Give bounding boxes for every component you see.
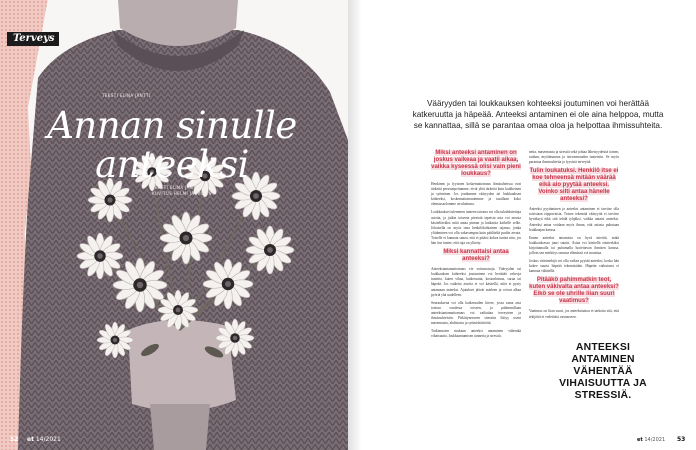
issue-number: 14/2021 [35,436,61,443]
body-paragraph: Vaatimus on liian suuri, jos anteeksiantoa ei tarkoita sitä, että tekijöitä ei vedettäisi vastuuseen. [529,309,619,319]
body-paragraph: Anteeksiantamattomuus vie voimavaroja. Vääryyden tai loukkauksen kohteeksi joutuminen voi herättää vahvoja tunteita, kuten vihaa, katkeruutta, kostonhimoa, surua tai häpeää. Jos vaikeita asioita ei voi käsitellä, niitä ei pysty antamaan anteeksi. Ajatukset jäävät mieleen ja voivat alkaa pyöriä yhä uudelleen. [431,267,521,297]
lead-paragraph: Vääryyden tai loukkauksen kohteeksi joutuminen voi herättää katkeruutta ja häpeää. Anteeksi antaminen ei ole aina helppoa, mutta se kannattaa, sillä se parantaa omaa oloa ja helpottaa ihmissuhteita. [412,99,664,130]
body-paragraph: netta, masennusta ja stressiä sekä johtaa läheisyydesttä toinen, rauhan, myötätunnon ja itsevarmuuden tunteisiin. Se myös parantaa ihmissuhteita ja fyysistä terveyttä. [529,150,619,165]
title-line-1: Annan sinulle [47,104,297,147]
text-column-1 [431,150,521,342]
section-tag: Terveys [7,32,59,46]
credit-top: TEKSTI ELINA JÄNTTI [102,93,151,98]
body-paragraph: Seurauksena voi olla katkeruuden kierre, jossa sama asia toistuu vuodesta toiseen, ja pahimmillaan anteeksiantamattomuus voi vaikuttaa terveyteen ja ihmissuhteisiin. Pitkittyneeseen stressiin liittyy usein masennusta, ahdistusta ja syömishäiriöitä. [431,300,521,326]
issue-number: 14/2021 [644,437,666,443]
page-gutter-shadow [348,0,362,450]
body-paragraph: Henkinen ja fyysinen koskemattomuus ihmisuhteissa ovat tärkeitä perustarpeitamme, eivät yhtä tärkeitä kuin kaikkeinen ja syöminen. Jos joudumme vääryyden tai loukkauksen kohteeksi, koskemattomuutemme ja tasallaan koko olemassaolomme on uhattuna. [431,182,521,207]
body-paragraph: Ennen anteeksi antamista on hyvä miettiä, mikä loukkauksessa juuri satutti. Asiaa voi käsitellä esimerkiksi kirjoittamalla tai puhumalla luotettavan ihmisen kanssa, jolloin sen merkitys omassa elämässä voi muuttua. [529,235,619,256]
pull-quote: ANTEEKSI ANTAMINEN VÄHENTÄÄ VIHAISUUTTA JA STRESSIÄ. [559,342,647,401]
title-line-2: anteeksi [95,143,249,186]
body-paragraph: Loukkaukset tulemmen tunteen taivana voi olla tukahdutettuja asioita, ja jotkin toiseeta pienistä tapeista asia voi nousta käsiteltäväksi mitä antaa pinnan ja katkaista kaikelle selke. Jokaisella on myös oma henkilökohtainen rajansa, jonka ylittäminen voi olla vakavampaa kuin pääliteltä puolin arvata. Toiselle ei kannata sanoa, että ei pitäisi kokea tuntea niin, jos hän itse tuntee, että raja on ylitetty. [431,210,521,246]
magazine-name: et [637,437,643,443]
question-heading: Miksi anteeksi antaminen on joskus vaikeaa ja vaatii aikaa, vaikka kyseessä olisi vain pieni loukkaus? [431,150,521,177]
magazine-footer-right [637,437,665,443]
article-title [42,106,302,184]
body-paragraph: Tutkimusten mukaan anteeksi antaminen vähentää vihaisuutta, loukkaantumisen tunnetta ja stressiä. [431,329,521,339]
magazine-footer-left [27,436,61,443]
question-heading: Tulin loukatuksi. Henkilö itse ei koe tehneensä mitään väärää eikä aio pyytää anteeksi. Voinko silti antaa hänelle anteeksi? [529,168,619,203]
page-number-right: 53 [677,436,686,443]
question-heading: Pitääkö pahimmatkin teot, kuten väkivalta antaa anteeksi? Eikö se ole uhrille liian suuri vaatimus? [529,277,619,305]
credit-text: TEKSTI ELINA JÄNTTI [152,185,201,190]
body-paragraph: Anteeksi pyytäminen ja anteeksi antaminen ei tarvitse olla toisistaan riippuvaisia. Toisen tekemää vääryyttä ei tarvitse hyväksyä eikä sitä tehdä tyhjäksi, vaikka antaisi anteeksi. Anteeksi antaa voidaan myös ilman, että asiasta puhutaan loukkaajan kanssa. [529,207,619,232]
credit-photo: KUVITUS HELMI JÄRVINEN [152,191,212,196]
text-column-2 [529,150,619,323]
page-number-left: 52 [10,436,19,443]
right-page [348,0,696,450]
body-paragraph: Joskus väärintekijä voi olla vaikea pyytää anteeksi, koska hän kokee suurta häpeää tekemästään. Häpeän vaikutusta ei kannata vähätellä. [529,259,619,274]
question-heading: Miksi kannattaisi antaa anteeksi? [443,249,509,263]
magazine-name: et [27,436,34,443]
